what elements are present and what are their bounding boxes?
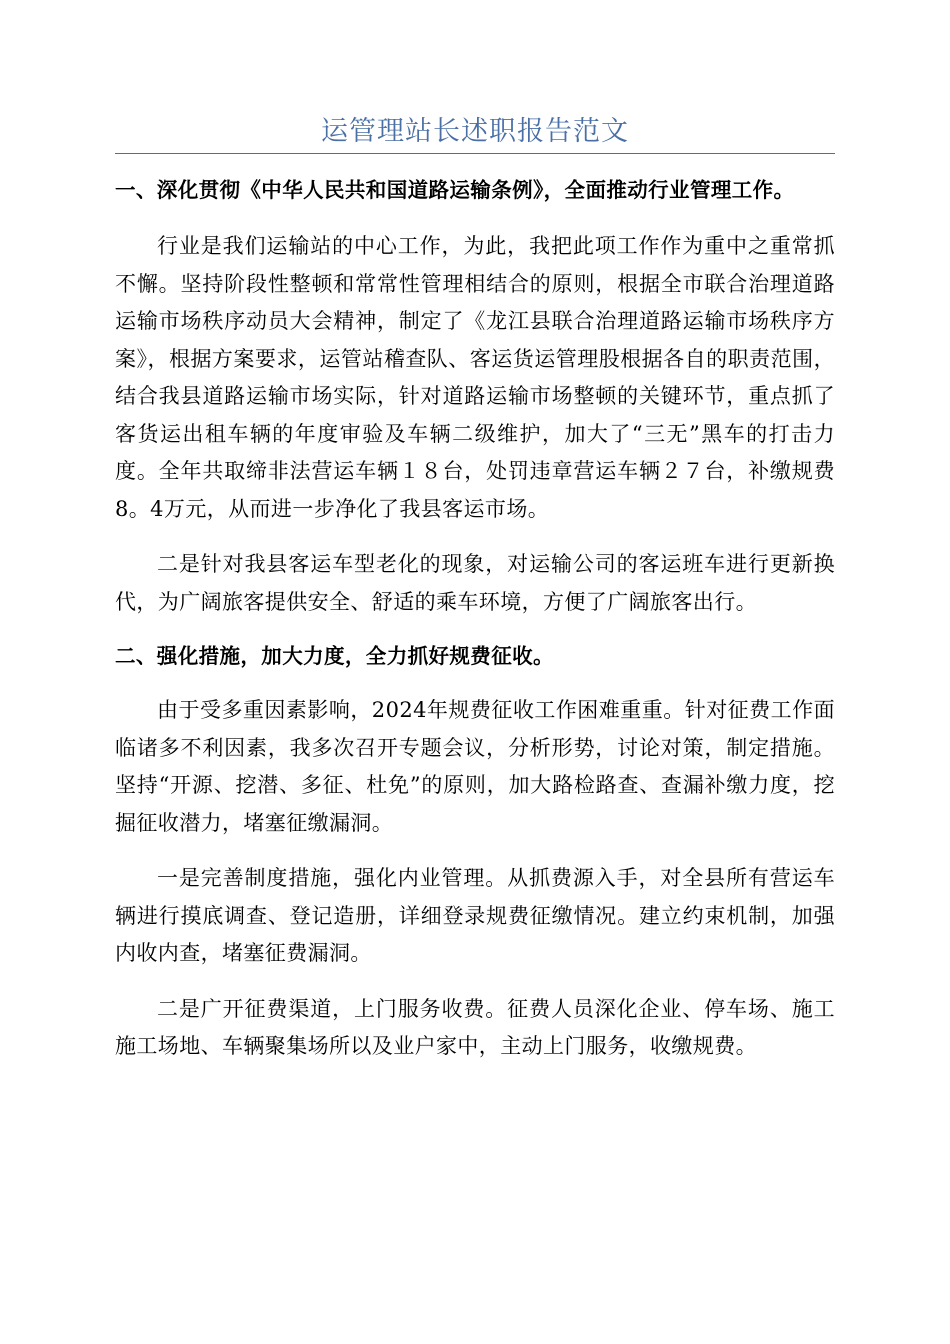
section-2-paragraph-3: 二是广开征费渠道，上门服务收费。征费人员深化企业、停车场、施工施工场地、车辆聚集场所以及业户家中，主动上门服务，收缴规费。 xyxy=(115,996,835,1058)
section-heading-2: 二、强化措施，加大力度，全力抓好规费征收。 xyxy=(115,644,554,668)
section-2-paragraph-2: 一是完善制度措施，强化内业管理。从抓费源入手，对全县所有营运车辆进行摸底调查、登记造册，详细登录规费征缴情况。建立约束机制，加强内收内查，堵塞征费漏洞。 xyxy=(115,866,835,965)
section-1-paragraph-1: 行业是我们运输站的中心工作，为此，我把此项工作作为重中之重常抓不懈。坚持阶段性整顿和常常性管理相结合的原则，根据全市联合治理道路运输市场秩序动员大会精神，制定了《龙江县联合治理道路运输市场秩序方案》，根据方案要求，运管站稽查队、客运货运管理股根据各自的职责范围，结合我县道路运输市场实际，针对道路运输市场整顿的关键环节，重点抓了客货运出租车辆的年度审验及车辆二级维护，加大了“三无”黑车的打击力度。全年共取缔非法营运车辆１８台，处罚违章营运车辆２７台，补缴规费8。4万元，从而进一步净化了我县客运市场。 xyxy=(115,234,835,521)
document-title: 运管理站长述职报告范文 xyxy=(321,116,629,147)
section-2-paragraph-1: 由于受多重因素影响，2024年规费征收工作困难重重。针对征费工作面临诸多不利因素，我多次召开专题会议，分析形势，讨论对策，制定措施。坚持“开源、挖潜、多征、杜免”的原则，加大路检路查、查漏补缴力度，挖掘征收潜力，堵塞征缴漏洞。 xyxy=(115,698,835,835)
section-1-paragraph-2: 二是针对我县客运车型老化的现象，对运输公司的客运班车进行更新换代，为广阔旅客提供安全、舒适的乘车环境，方便了广阔旅客出行。 xyxy=(115,552,835,614)
title-underline xyxy=(115,153,835,154)
section-heading-1: 一、深化贯彻《中华人民共和国道路运输条例》，全面推动行业管理工作。 xyxy=(115,178,795,202)
document-body xyxy=(115,173,835,1066)
